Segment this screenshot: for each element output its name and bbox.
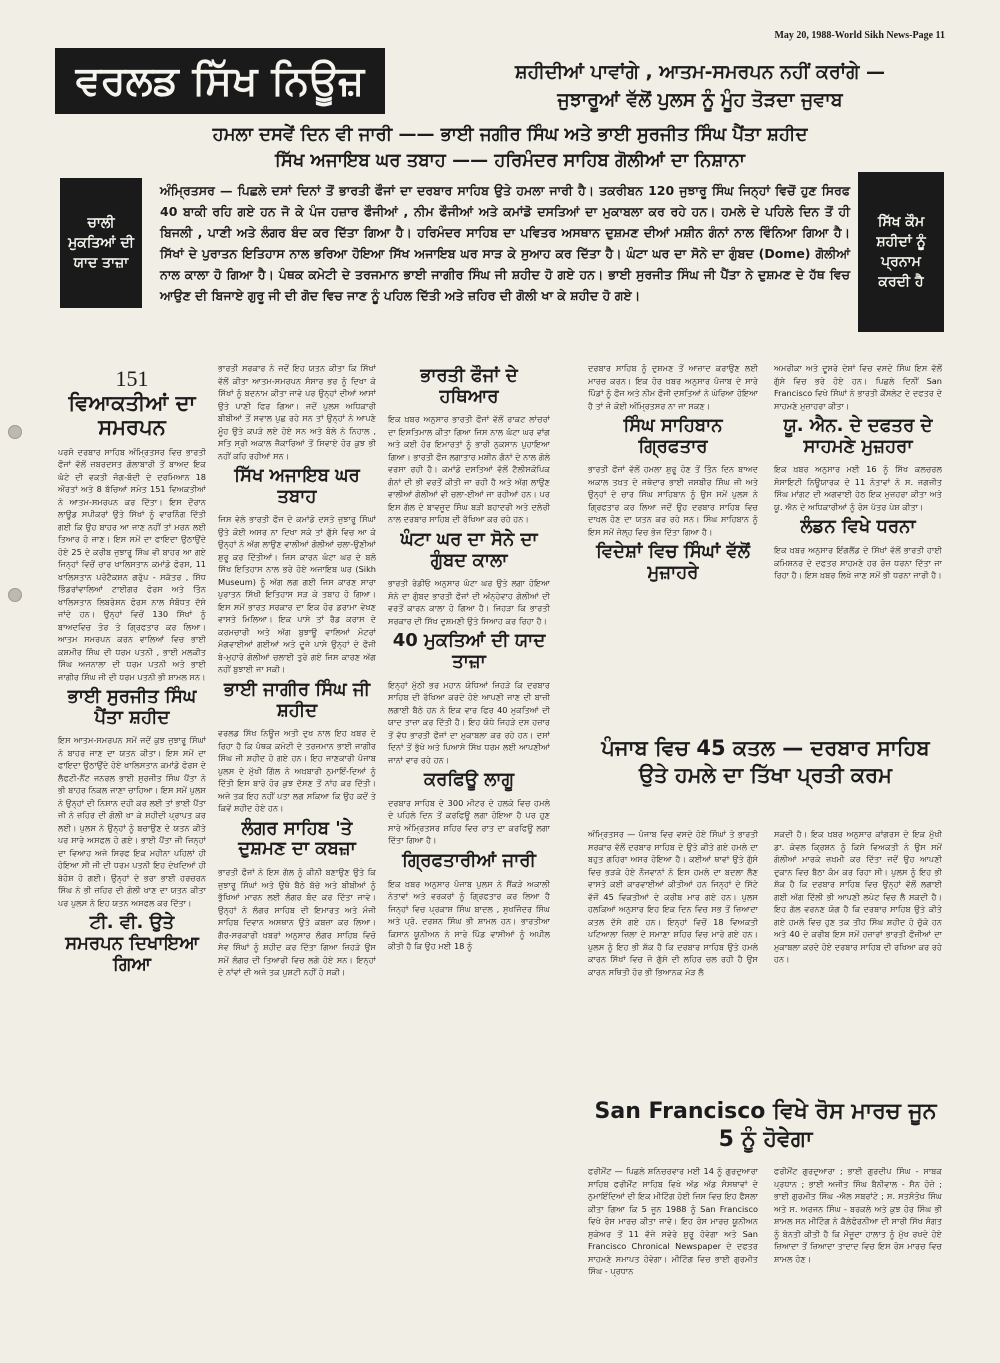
headline-line-1: ਹਮਲਾ ਦਸਵੇਂ ਦਿਨ ਵੀ ਜਾਰੀ —— ਭਾਈ ਜਗੀਰ ਸਿੰਘ ਅਤੇ ਭਾਈ ਸੁਰਜੀਤ ਸਿੰਘ ਪੈਂਤਾ ਸ਼ਹੀਦ [212,124,808,145]
col4-body-1: ਦਰਬਾਰ ਸਾਹਿਬ ਨੂੰ ਦੁਸ਼ਮਣ ਤੋਂ ਆਜ਼ਾਦ ਕਰਾਉਣ ਲਈ ਮਾਰਚ ਕਰਨ। ਇਕ ਹੋਰ ਖ਼ਬਰ ਅਨੁਸਾਰ ਪੰਜਾਬ ਦੇ ਸਾਰੇ ਪਿੰਡਾਂ ਨੂੰ ਫੌਜ ਅਤੇ ਨੀਮ ਫੌਜੀ ਦਸਤਿਆਂ ਨੇ ਘੇਰਿਆ ਹੋਇਆ ਹੈ ਤਾਂ ਜੋ ਕੋਈ ਅੰਮ੍ਰਿਤਸਰ ਨਾ ਜਾ ਸਕਣ। [588,363,758,411]
column-2 [218,362,376,982]
column-1 [58,362,206,982]
col5-body-1: ਅਮਰੀਕਾ ਅਤੇ ਦੂਸਰੇ ਦੇਸ਼ਾਂ ਵਿਚ ਵਸਦੇ ਸਿੰਘ ਇਸ ਵੱਲੋਂ ਗੁੱਸੇ ਵਿਚ ਭਰੇ ਹੋਏ ਹਨ। ਪਿਛਲੇ ਦਿਨੀਂ San Francisco ਵਿਖੇ ਸਿੰਘਾਂ ਨੇ ਭਾਰਤੀ ਕੌਂਸਲੇਟ ਦੇ ਦਫਤਰ ਦੇ ਸਾਹਮਣੇ ਮੁਜ਼ਾਹਰਾ ਕੀਤਾ। [774,363,942,411]
col5-heading-2: ਲੰਡਨ ਵਿਖੇ ਧਰਨਾ [800,516,916,538]
punjab-body-1-col [588,828,758,981]
sf-body-2: ਫਰੀਮੌਂਟ ਗੁਰਦੁਆਰਾ ; ਭਾਈ ਗੁਰਦੀਪ ਸਿੰਘ - ਸਾਬਕ ਪ੍ਰਧਾਨ ; ਭਾਈ ਅਜੀਤ ਸਿੰਘ ਬੈਨੀਵਾਲ - ਸੈਨ ਹੋਜ਼ੇ ; ਭਾਈ ਗੁਰਮੀਤ ਸਿੰਘ -ਐਲ ਸਬਰਾਂਟੇ ; ਸ. ਸਤਸੰਤੋਖ ਸਿੰਘ ਅਤੇ ਸ. ਅਰਜਨ ਸਿੰਘ - ਬਰਕਲੇ ਅਤੇ ਕੁਝ ਹੋਰ ਸਿੰਘ ਭੀ ਸ਼ਾਮਲ ਸਨ ਮੀਟਿੰਗ ਨੇ ਕੈਲੇਫੋਰਨੀਆ ਦੀ ਸਾਰੀ ਸਿੱਖ ਸੰਗਤ ਨੂੰ ਬੇਨਤੀ ਕੀਤੀ ਹੈ ਕਿ ਮੌਜੂਦਾ ਹਾਲਾਤ ਨੂੰ ਮੁੱਖ ਰਖਦੇ ਹੋਏ ਜ਼ਿਆਦਾ ਤੋਂ ਜ਼ਿਆਦਾ ਤਾਦਾਦ ਵਿਚ ਇਸ ਰੋਸ ਮਾਰਚ ਵਿਚ ਸ਼ਾਮਲ ਹੋਣ। [774,1166,942,1264]
col3-body-1: ਇਕ ਖ਼ਬਰ ਅਨੁਸਾਰ ਭਾਰਤੀ ਫੌਜਾਂ ਵੱਲੋਂ ਰਾਕਟ ਲਾਂਚਰਾਂ ਦਾ ਇਸਤਿਮਾਲ ਕੀਤਾ ਗਿਆ ਜਿਸ ਨਾਲ ਘੰਟਾ ਘਰ ਵਾਂਗ ਅਤੇ ਕਈ ਹੋਰ ਇਮਾਰਤਾਂ ਨੂੰ ਭਾਰੀ ਨੁਕਸਾਨ ਪੁਹਾਇਆ ਗਿਆ। ਭਾਰਤੀ ਫੌਜ ਲਗਾਤਾਰ ਮਸ਼ੀਨ ਗੰਨਾਂ ਦੇ ਨਾਲ ਗੋਲੇ ਵਰਸਾ ਰਹੀ ਹੈ। ਕਮਾਂਡੋ ਦਸਤਿਆਂ ਵੱਲੋਂ ਟੈਲੀਸਕੋਪਿਕ ਗੰਨਾਂ ਦੀ ਭੀ ਵਰਤੋਂ ਕੀਤੀ ਜਾ ਰਹੀ ਹੈ ਅਤੇ ਅੱਗ ਲਾਉਣ ਵਾਲੀਆਂ ਗੋਲੀਆਂ ਵੀ ਚਲਾ-ਈਆਂ ਜਾ ਰਹੀਆਂ ਹਨ। ਪਰ ਇਸ ਗੱਲ ਦੇ ਬਾਵਜੂਦ ਸਿੰਘ ਬੜੀ ਬਹਾਦਰੀ ਅਤੇ ਦਲੇਰੀ ਨਾਲ ਦਰਬਾਰ ਸਾਹਿਬ ਦੀ ਰੱਖਿਆ ਕਰ ਰਹੇ ਹਨ। [388,414,550,525]
col5-heading-1: ਯੂ. ਐਨ. ਦੇ ਦਫਤਰ ਦੇ ਸਾਹਮਣੇ ਮੁਜ਼ਹਰਾ [783,415,933,457]
punch-hole [8,588,22,602]
col3-body-5: ਇਕ ਖ਼ਬਰ ਅਨੁਸਾਰ ਪੰਜਾਬ ਪੁਲਸ ਨੇ ਸੈਂਕੜੇ ਅਕਾਲੀ ਨੇਤਾਵਾਂ ਅਤੇ ਵਰਕਰਾਂ ਨੂੰ ਗ੍ਰਿਫਤਾਰ ਕਰ ਲਿਆ ਹੈ ਜਿਨ੍ਹਾਂ ਵਿਚ ਪ੍ਰਕਾਸ਼ ਸਿੰਘ ਬਾਦਲ , ਸੁਖਜਿੰਦਰ ਸਿੰਘ ਅਤੇ ਪ੍ਰੋ. ਦਰਸ਼ਨ ਸਿੰਘ ਭੀ ਸ਼ਾਮਲ ਹਨ। ਭਾਰਤੀਆ ਕਿਸਾਨ ਯੂਨੀਅਨ ਨੇ ਸਾਰੇ ਪਿੰਡ ਵਾਸੀਆਂ ਨੂੰ ਅਪੀਲ ਕੀਤੀ ਹੈ ਕਿ ਉਹ ਮਈ 18 ਨੂੰ [388,878,550,951]
col5-body-2: ਇਕ ਖ਼ਬਰ ਅਨੁਸਾਰ ਮਈ 16 ਨੂੰ ਸਿੱਖ ਕਲਚਰਲ ਸੋਸਾਇਟੀ ਨਿਊਯਾਰਕ ਦੇ 11 ਨੇਤਾਵਾਂ ਨੇ ਸ. ਜਗਜੀਤ ਸਿੰਘ ਮਾਂਗਟ ਦੀ ਅਗਵਾਈ ਹੇਠ ਇਕ ਮੁਜ਼ਹਰਾ ਕੀਤਾ ਅਤੇ ਯੂ. ਐਨ ਦੇ ਅਧਿਕਾਰੀਆਂ ਨੂੰ ਰੋਸ ਪੱਤਰ ਪੇਸ਼ ਕੀਤਾ। [774,464,942,512]
column-4 [588,362,758,590]
col4-heading-2: ਵਿਦੇਸ਼ਾਂ ਵਿਚ ਸਿੰਘਾਂ ਵੱਲੋਂ ਮੁਜ਼ਾਹਰੇ [596,541,750,584]
deck-line-2: ਜੁਝਾਰੂਆਂ ਵੱਲੋਂ ਪੁਲਸ ਨੂੰ ਮੂੰਹ ਤੋੜਦਾ ਜੁਵਾਬ [557,89,843,111]
col1-heading-3: ਟੀ. ਵੀ. ਉਤੇ ਸਮਰਪਨ ਦਿਖਾਇਆ ਗਿਆ [65,912,199,975]
top-deck [430,58,970,114]
column-5 [774,362,942,585]
col3-heading-4: ਕਰਫਿਊ ਲਾਗੂ [423,769,515,791]
right-box: ਸਿੱਖ ਕੌਮ ਸ਼ਹੀਦਾਂ ਨੂੰ ਪ੍ਰਨਾਮ ਕਰਦੀ ਹੈ [858,172,944,332]
main-headline [80,122,940,174]
col5-body-3: ਇਕ ਖ਼ਬਰ ਅਨੁਸਾਰ ਇੰਗਲੈਂਡ ਦੇ ਸਿੱਖਾਂ ਵੱਲੋਂ ਭਾਰਤੀ ਹਾਈ ਕਮਿਸ਼ਨਰ ਦੇ ਦਫਤਰ ਸਾਹਮਣੇ ਹਰ ਰੋਜ਼ ਧਰਨਾ ਦਿੱਤਾ ਜਾ ਰਿਹਾ ਹੈ। ਇਸ ਖ਼ਬਰ ਲਿਖੇ ਜਾਣ ਸਮੇਂ ਭੀ ਧਰਨਾ ਜਾਰੀ ਹੈ। [774,545,942,581]
deck-line-1: ਸ਼ਹੀਦੀਆਂ ਪਾਵਾਂਗੇ , ਆਤਮ-ਸਮਰਪਨ ਨਹੀਂ ਕਰਾਂਗੇ — [514,61,886,83]
punch-hole [8,425,22,439]
col3-heading-3: 40 ਮੁਕਤਿਆਂ ਦੀ ਯਾਦ ਤਾਜ਼ਾ [392,630,546,672]
col1-body-1: ਪਰਸੋ ਦਰਬਾਰ ਸਾਹਿਬ ਅੰਮ੍ਰਿਤਸਰ ਵਿਚ ਭਾਰਤੀ ਫੌਜਾਂ ਵੱਲੋਂ ਜ਼ਬਰਦਸਤ ਗੋਲਾਬਾਰੀ ਤੋਂ ਬਾਅਦ ਇਕ ਘੰਟੇ ਦੀ ਵਕਤੀ ਜੰਗ-ਬੰਦੀ ਦੇ ਦਰਮਿਆਨ 18 ਔਰਤਾਂ ਅਤੇ 8 ਬੱਚਿਆਂ ਸਮੇਤ 151 ਵਿਅਕਤੀਆਂ ਨੇ ਆਤਮ-ਸਮਰਪਨ ਕਰ ਦਿੱਤਾ। ਇਸ ਦੌਰਾਨ ਲਾਊਡ ਸਪੀਕਰਾਂ ਉਤੇ ਸਿੱਖਾਂ ਨੂੰ ਵਾਰਨਿੰਗ ਦਿੱਤੀ ਗਈ ਕਿ ਉਹ ਬਾਹਰ ਆ ਜਾਣ ਨਹੀਂ ਤਾਂ ਮਰਨ ਲਈ ਤਿਆਰ ਹੋ ਜਾਣ। ਇਸ ਸਮੇਂ ਦਾ ਫਾਇਦਾ ਉਠਾਉਂਦੇ ਹੋਏ 25 ਦੇ ਕਰੀਬ ਜੁਝਾਰੂ ਸਿੰਘ ਵੀ ਬਾਹਰ ਆ ਗਏ ਜਿਨ੍ਹਾਂ ਵਿਚੋਂ ਚਾਰ ਖਾਲਿਸਤਾਨ ਕਮਾਂਡੋ ਫੋਰਸ, 11 ਖਾਲਿਸਤਾਨ ਪਰੋਟੈਕਸ਼ਨ ਗਰੁੱਪ - ਸਕੱਤਰ , ਸਿੱਧ ਭਿੰਡਰਾਂਵਾਲਿਆਂ ਟਾਈਗਰ ਫੋਰਸ ਅਤੇ ਤਿੰਨ ਖਾਲਿਸਤਾਨ ਲਿਬਰੇਸ਼ਨ ਫੋਰਸ ਨਾਲ ਸੰਬੰਧਤ ਦੱਸੇ ਜਾਂਦੇ ਹਨ। ਉਨ੍ਹਾਂ ਵਿਚੋਂ 130 ਸਿੱਖਾਂ ਨੂੰ ਬਾਅਦਵਿਚ ਤੋਰ ਤੇ ਗ੍ਰਿਫਤਾਰ ਕਰ ਲਿਆ। ਆਤਮ ਸਮਰਪਨ ਕਰਨ ਵਾਲਿਆਂ ਵਿਚ ਭਾਈ ਕਸ਼ਮੀਰ ਸਿੰਘ ਦੀ ਧਰਮ ਪਤਨੀ , ਭਾਈ ਮਲਕੀਤ ਸਿੰਘ ਅਜਨਾਲਾ ਦੀ ਧਰਮ ਪਤਨੀ ਅਤੇ ਭਾਈ ਜਾਗੀਰ ਸਿੰਘ ਜੀ ਦੀ ਧਰਮ ਪਤਨੀ ਭੀ ਸ਼ਾਮਲ ਸਨ। [58,446,206,682]
col1-body-2: ਇਸ ਆਤਮ-ਸਮਰਪਨ ਸਮੇਂ ਜਦੋਂ ਕੁਝ ਜੁਝਾਰੂ ਸਿੰਘਾਂ ਨੇ ਬਾਹਰ ਜਾਣ ਦਾ ਯਤਨ ਕੀਤਾ। ਇਸ ਸਮੇਂ ਦਾ ਫਾਇਦਾ ਉਠਾਉਂਦੇ ਹੋਏ ਖਾਲਿਸਤਾਨ ਕਮਾਂਡੋ ਫੋਰਸ ਦੇ ਲੈਫਟੀ-ਨੈਂਟ ਜਨਰਲ ਭਾਈ ਸੁਰਜੀਤ ਸਿੰਘ ਪੈਂਤਾ ਨੇ ਭੀ ਬਾਹਰ ਨਿਕਲ ਜਾਣਾ ਚਾਹਿਆ। ਇਸ ਸਮੇਂ ਪੁਲਸ ਨੇ ਉਨ੍ਹਾਂ ਦੀ ਨਿਸ਼ਾਨ ਦਹੀ ਕਰ ਲਈ ਤਾਂ ਭਾਈ ਪੈਂਤਾ ਜੀ ਨੇ ਜ਼ਹਿਰ ਦੀ ਗੋਲੀ ਖਾ ਕੇ ਸ਼ਹੀਦੀ ਪ੍ਰਾਪਤ ਕਰ ਲਈ। ਪੁਲਸ ਨੇ ਉਨ੍ਹਾਂ ਨੂੰ ਬਚਾਉਣ ਦੇ ਯਤਨ ਕੀਤੇ ਪਰ ਸਾਰੇ ਅਸਫਲ ਹੋ ਗਏ। ਭਾਈ ਪੈਂਤਾ ਜੀ ਜਿਨ੍ਹਾਂ ਦਾ ਵਿਆਹ ਅਜੇ ਸਿਰਫ ਇਕ ਮਹੀਨਾ ਪਹਿਲਾਂ ਹੀ ਹੋਇਆ ਸੀ ਜੀ ਦੀ ਧਰਮ ਪਤਨੀ ਇਹ ਦੇਖਦਿਆਂ ਹੀ ਬੇਹੋਸ਼ ਹੋ ਗਈ। ਉਨ੍ਹਾਂ ਦੇ ਭਰਾ ਭਾਈ ਹਰਚਰਨ ਸਿੰਘ ਨੇ ਭੀ ਜ਼ਹਿਰ ਦੀ ਗੋਲੀ ਖਾਣ ਦਾ ਯਤਨ ਕੀਤਾ ਪਰ ਪੁਲਸ ਨੇ ਇਹ ਯਤਨ ਅਸਫਲ ਕਰ ਦਿੱਤਾ। [58,735,206,908]
page-info: May 20, 1988-World Sikh News-Page 11 [774,30,945,41]
col2-body-2: ਜਿਸ ਵੇਲੇ ਭਾਰਤੀ ਫੌਜ ਦੇ ਕਮਾਂਡੋ ਦਸਤੇ ਜੁਝਾਰੂ ਸਿੰਘਾਂ ਉਤੇ ਕੋਈ ਅਸਰ ਨਾ ਦਿਖਾ ਸਕੇ ਤਾਂ ਗੁੱਸੇ ਵਿਚ ਆ ਕੇ ਉਨ੍ਹਾਂ ਨੇ ਅੱਗ ਲਾਉਣ ਵਾਲੀਆਂ ਗੋਲੀਆਂ ਚਲਾ-ਉਣੀਆਂ ਸ਼ੁਰੂ ਕਰ ਦਿੱਤੀਆਂ। ਜਿਸ ਕਾਰਨ ਘੰਟਾ ਘਰ ਦੇ ਬਲੋ ਸਿੱਖ ਇਤਿਹਾਸ ਨਾਲ ਭਰੇ ਹੋਏ ਅਜਾਇਬ ਘਰ (Sikh Museum) ਨੂੰ ਅੱਗ ਲਗ ਗਈ ਜਿਸ ਕਾਰਣ ਸਾਰਾ ਪੁਰਾਤਨ ਸਿੱਖੀ ਇਤਿਹਾਸ ਸੜ ਕੇ ਤਬਾਹ ਹੋ ਗਿਆ। ਇਸ ਸਮੇਂ ਭਾਰਤ ਸਰਕਾਰ ਦਾ ਇਕ ਹੋਰ ਡਰਾਮਾ ਵੇਖਣ ਵਾਸਤੇ ਮਿਲਿਆ। ਇਕ ਪਾਸੇ ਤਾਂ ਰੈਡ ਕਰਾਸ ਦੇ ਕਰਮਚਾਰੀ ਅਤੇ ਅੱਗ ਬੁਝਾਊ ਵਾਲਿਆਂ ਮੋਟਰਾਂ ਮੰਗਵਾਈਆਂ ਗਈਆਂ ਅਤੇ ਦੂਜੇ ਪਾਸੇ ਉਨ੍ਹਾਂ ਦੇ ਫੌਜੀ ਬੇ-ਮੁਹਾਰੇ ਗੋਲੀਆਂ ਚਲਾਈ ਤੁਰੇ ਗਏ ਜਿਸ ਕਾਰਣ ਅੱਗ ਨਹੀਂ ਬੁਝਾਈ ਜਾ ਸਕੀ। [218,514,376,675]
col2-body-1: ਭਾਰਤੀ ਸਰਕਾਰ ਨੇ ਜਦੋਂ ਇਹ ਯਤਨ ਕੀਤਾ ਕਿ ਸਿੱਖਾਂ ਵੱਲੋਂ ਕੀਤਾ ਆਤਮ-ਸਮਰਪਨ ਸੰਸਾਰ ਭਰ ਨੂੰ ਦਿਖਾ ਕੇ ਸਿੱਖਾਂ ਨੂੰ ਬਦਨਾਮ ਕੀਤਾ ਜਾਵੇ ਪਰ ਉਨ੍ਹਾਂ ਦੀਆਂ ਆਸਾਂ ਉਤੇ ਪਾਣੀ ਫਿਰ ਗਿਆ। ਜਦੋਂ ਪੁਲਸ ਅਧਿਕਾਰੀ ਬੀਬੀਆਂ ਤੋਂ ਸਵਾਲ ਪੁਛ ਰਹੇ ਸਨ ਤਾਂ ਉਨ੍ਹਾਂ ਨੇ ਆਪਣੇ ਮੂੰਹ ਉਤੇ ਕਪੜੇ ਲਏ ਹੋਏ ਸਨ ਅਤੇ ਬੋਲੇ ਨੇ ਨਿਹਾਲ , ਸਤਿ ਸ੍ਰੀ ਅਕਾਲ ਜੈਕਾਰਿਆਂ ਤੋਂ ਸਿਵਾਏ ਹੋਰ ਕੁਝ ਭੀ ਨਹੀਂ ਕਹਿ ਰਹੀਆਂ ਸਨ। [218,363,376,461]
col3-body-2: ਭਾਰਤੀ ਰੇਡੀਓ ਅਨੁਸਾਰ ਘੰਟਾ ਘਰ ਉਤੇ ਲਗਾ ਹੋਇਆ ਸੋਨੇ ਦਾ ਗੁੰਬਦ ਭਾਰਤੀ ਫੌਜਾਂ ਦੀ ਅੰਨ੍ਹੇਵਾਹ ਗੋਲੀਆਂ ਦੀ ਵਰਤੋਂ ਕਾਰਨ ਕਾਲਾ ਹੋ ਗਿਆ ਹੈ। ਜਿਹੜਾ ਕਿ ਭਾਰਤੀ ਸਰਕਾਰ ਦੀ ਸਿੱਖ ਦੁਸ਼ਮਣੀ ਉਤੇ ਸਿਆਹ ਕਰ ਰਿਹਾ ਹੈ। [388,578,550,626]
col3-body-3: ਇਨ੍ਹਾਂ ਮੁੱਠੀ ਭਰ ਮਹਾਨ ਯੋਧਿਆਂ ਜਿਹੜੇ ਕਿ ਦਰਬਾਰ ਸਾਹਿਬ ਦੀ ਰੱਖਿਆ ਕਰਦੇ ਹੋਏ ਆਪਣੀ ਜਾਣ ਦੀ ਬਾਜ਼ੀ ਲਗਾਈ ਬੈਠੇ ਹਨ ਨੇ ਇਕ ਵਾਰ ਫਿਰ 40 ਮੁਕਤਿਆਂ ਦੀ ਯਾਦ ਤਾਜ਼ਾ ਕਰ ਦਿੱਤੀ ਹੈ। ਇਹ ਯੋਧੇ ਜਿਹੜੇ ਦਸ ਹਜ਼ਾਰ ਤੋਂ ਵੱਧ ਭਾਰਤੀ ਫੌਜਾਂ ਦਾ ਮੁਕਾਬਲਾ ਕਰ ਰਹੇ ਹਨ। ਦਸਾਂ ਦਿਨਾਂ ਤੋਂ ਭੁੱਖੇ ਅਤੇ ਪਿਆਸੇ ਸਿੱਖ ਧਰਮ ਲਈ ਆਪਣੀਆਂ ਜਾਨਾਂ ਵਾਰ ਰਹੇ ਹਨ। [388,679,550,765]
col2-heading-3: ਲੰਗਰ ਸਾਹਿਬ 'ਤੇ ਦੁਸ਼ਮਣ ਦਾ ਕਬਜ਼ਾ [238,817,356,860]
col2-body-3: ਵਰਲਡ ਸਿੱਖ ਨਿਊਜ਼ ਅਤੀ ਦੁਖ ਨਾਲ ਇਹ ਖ਼ਬਰ ਦੇ ਰਿਹਾ ਹੈ ਕਿ ਪੰਥਕ ਕਮੇਟੀ ਦੇ ਤਰਜਮਾਨ ਭਾਈ ਜਾਗੀਰ ਸਿੰਘ ਜੀ ਸ਼ਹੀਦ ਹੋ ਗਏ ਹਨ। ਇਹ ਜਾਣਕਾਰੀ ਪੰਜਾਬ ਪੁਲਸ ਦੇ ਮੁੱਖੀ ਗਿੱਲ ਨੇ ਅਖ਼ਬਾਰੀ ਨੁਮਾਇੰ-ਦਿਆਂ ਨੂੰ ਦਿੱਤੀ ਇਸ ਬਾਰੇ ਹੋਰ ਕੁਝ ਦੱਸਣ ਤੋਂ ਨਾਂਹ ਕਰ ਦਿੱਤੀ। ਅਜੇ ਤਕ ਇਹ ਨਹੀਂ ਪਤਾ ਲਗ ਸਕਿਆ ਕਿ ਉਹ ਕਦੋਂ ਤੇ ਕਿਵੇਂ ਸ਼ਹੀਦ ਹੋਏ ਹਨ। [218,728,376,814]
left-box: ਚਾਲੀ ਮੁਕਤਿਆਂ ਦੀ ਯਾਦ ਤਾਜ਼ਾ [60,178,142,308]
punjab-body-1: ਅੰਮ੍ਰਿਤਸਰ — ਪੰਜਾਬ ਵਿਚ ਵਸਦੇ ਹੋਏ ਸਿੰਘਾਂ ਤੇ ਭਾਰਤੀ ਸਰਕਾਰ ਵੱਲੋਂ ਦਰਬਾਰ ਸਾਹਿਬ ਦੇ ਉਤੇ ਕੀਤੇ ਗਏ ਹਮਲੇ ਦਾ ਬਹੁਤ ਗਹਿਰਾ ਅਸਰ ਹੋਇਆ ਹੈ। ਕਈਆਂ ਥਾਵਾਂ ਉਤੇ ਗੁੱਸੇ ਵਿਚ ਭੜਕੇ ਹੋਏ ਨੌਜਵਾਨਾਂ ਨੇ ਇਸ ਹਮਲੇ ਦਾ ਬਦਲਾ ਲੈਣ ਵਾਸਤੇ ਕਈ ਕਾਰਵਾਈਆਂ ਕੀਤੀਆਂ ਹਨ ਜਿਨ੍ਹਾਂ ਦੇ ਸਿੱਟੇ ਵੱਜੋਂ 45 ਵਿਕਤੀਆਂ ਦੇ ਕਰੀਬ ਮਾਰ ਗਏ ਹਨ। ਪੁਲਸ ਹਲਕਿਆਂ ਅਨੁਸਾਰ ਇਹ ਇਕ ਦਿਨ ਵਿਚ ਸਭ ਤੋਂ ਜ਼ਿਆਦਾ ਕਤਲ ਦੱਸੇ ਗਏ ਹਨ। ਇਨ੍ਹਾਂ ਵਿਚੋਂ 18 ਵਿਅਕਤੀ ਪਟਿਆਲਾ ਜ਼ਿਲਾ ਦੇ ਸਮਾਣਾ ਸ਼ਹਿਰ ਵਿਚ ਮਾਰੇ ਗਏ ਹਨ। ਪੁਲਸ ਨੂੰ ਇਹ ਭੀ ਸ਼ੱਕ ਹੈ ਕਿ ਦਰਬਾਰ ਸਾਹਿਬ ਉਤੇ ਹਮਲੇ ਕਾਰਨ ਸਿੱਖਾਂ ਵਿਚ ਜੋ ਗੁੱਸੇ ਦੀ ਲਹਿਰ ਚਲ ਰਹੀ ਹੈ ਉਸ ਕਾਰਨ ਸਥਿਤੀ ਹੋਰ ਭੀ ਭਿਆਨਕ ਮੋੜ ਲੈ [588,829,758,977]
column-3 [388,362,550,956]
sf-body-1: ਫਰੀਮੌਂਟ — ਪਿਛਲੇ ਸ਼ਨਿਚਰਵਾਰ ਮਈ 14 ਨੂੰ ਗੁਰਦੁਆਰਾ ਸਾਹਿਬ ਫਰੀਮੌਂਟ ਸਾਹਿਬ ਵਿਖੇ ਅੱਡ ਅੱਡ ਸੰਸਥਾਵਾਂ ਦੇ ਨੁਮਾਇੰਦਿਆਂ ਦੀ ਇਕ ਮੀਟਿੰਗ ਹੋਈ ਜਿਸ ਵਿਚ ਇਹ ਫੈਸਲਾ ਕੀਤਾ ਗਿਆ ਕਿ 5 ਜੂਨ 1988 ਨੂੰ San Francisco ਵਿਖੇ ਰੋਸ ਮਾਰਚ ਕੀਤਾ ਜਾਵੇ। ਇਹ ਰੋਸ ਮਾਰਚ ਯੂਨੀਅਨ ਸੁਕੇਅਰ ਤੋਂ 11 ਵੱਜੇ ਸਵੇਰੇ ਸ਼ੁਰੂ ਹੋਵੇਗਾ ਅਤੇ San Francisco Chronical Newspaper ਦੇ ਦਫਤਰ ਸਾਹਮਣੇ ਸਮਾਪਤ ਹੋਵੇਗਾ। ਮੀਟਿੰਗ ਵਿਚ ਭਾਈ ਗੁਰਮੀਤ ਸਿੰਘ - ਪ੍ਰਧਾਨ [588,1166,758,1276]
punjab-headline: ਪੰਜਾਬ ਵਿਚ 45 ਕਤਲ — ਦਰਬਾਰ ਸਾਹਿਬ ਉਤੇ ਹਮਲੇ ਦਾ ਤਿੱਖਾ ਪ੍ਰਤੀ ਕਰਮ [601,736,930,787]
col3-heading-5: ਗ੍ਰਿਫਤਾਰੀਆਂ ਜਾਰੀ [402,849,536,871]
col2-body-4: ਭਾਰਤੀ ਫੌਜਾਂ ਨੇ ਇਸ ਗੱਲ ਨੂੰ ਕੀਨੀ ਬਣਾਉਣ ਉਤੇ ਕਿ ਜੁਝਾਰੂ ਸਿੰਘਾਂ ਅਤੇ ਉਥੇ ਬੈਠੇ ਬੱਚੇ ਅਤੇ ਬੀਬੀਆਂ ਨੂੰ ਭੁੱਖਿਆਂ ਮਾਰਨ ਲਈ ਲੰਗਰ ਬੰਦ ਕਰ ਦਿੱਤਾ ਜਾਵੇ। ਉਨ੍ਹਾਂ ਨੇ ਲੰਗਰ ਸਾਹਿਬ ਦੀ ਇਮਾਰਤ ਅਤੇ ਮੰਜੀ ਸਾਹਿਬ ਦਿਵਾਨ ਅਸਥਾਨ ਉਤੇ ਕਬਜ਼ਾ ਕਰ ਲਿਆ। ਗੈਰ-ਸਰਕਾਰੀ ਖ਼ਬਰਾਂ ਅਨੁਸਾਰ ਲੰਗਰ ਸਾਹਿਬ ਵਿਚੋ ਸੇਵ ਸਿੰਘਾਂ ਨੂੰ ਸ਼ਹੀਦ ਕਰ ਦਿੱਤਾ ਗਿਆ ਜਿਹੜੇ ਉਸ ਸਮੇਂ ਲੰਗਰ ਦੀ ਤਿਆਰੀ ਵਿਚ ਲਗੇ ਹੋਏ ਸਨ। ਇਨ੍ਹਾਂ ਦੇ ਨਾਂਵਾਂ ਦੀ ਅਜੇ ਤਕ ਪੁਸ਼ਟੀ ਨਹੀਂ ਹੋ ਸਕੀ। [218,867,376,978]
col2-heading-1: ਸਿੱਖ ਅਜਾਇਬ ਘਰ ਤਬਾਹ [234,465,360,507]
punjab-body-2-col [774,828,942,969]
punjab-body-2: ਸਕਦੀ ਹੈ। ਇਕ ਖ਼ਬਰ ਅਨੁਸਾਰ ਕਾਂਗਰਸ ਦੇ ਇਕ ਮੁੱਖੀ ਡਾ. ਕੇਵਲ ਕ੍ਰਿਸ਼ਨ ਨੂੰ ਕਿਸੇ ਵਿਅਕਤੀ ਨੇ ਉਸ ਸਮੇਂ ਗੋਲੀਆਂ ਮਾਰਕੇ ਜ਼ਖ਼ਮੀ ਕਰ ਦਿੱਤਾ ਜਦੋਂ ਉਹ ਆਪਣੀ ਦੁਕਾਨ ਵਿਚ ਬੈਠਾ ਕੰਮ ਕਰ ਰਿਹਾ ਸੀ। ਪੁਲਸ ਨੂੰ ਇਹ ਭੀ ਸ਼ੱਕ ਹੈ ਕਿ ਦਰਬਾਰ ਸਾਹਿਬ ਵਿਚ ਉਨ੍ਹਾਂ ਵੱਲੋਂ ਲਗਾਈ ਗਈ ਅੱਗ ਦਿੱਲੀ ਭੀ ਆਪਣੀ ਲਪੇਟ ਵਿਚ ਲੈ ਸਕਦੀ ਹੈ। ਇਹ ਗੱਲ ਵਰਨਣ ਯੋਗ ਹੈ ਕਿ ਦਰਬਾਰ ਸਾਹਿਬ ਉਤੇ ਕੀਤੇ ਗਏ ਹਮਲੇ ਵਿਚ ਹੁਣ ਤਕ ਤੀਹ ਸਿੰਘ ਸ਼ਹੀਦ ਹੋ ਚੁੱਕੇ ਹਨ ਅਤੇ 40 ਦੇ ਕਰੀਬ ਇਸ ਸਮੇਂ ਹਜ਼ਾਰਾਂ ਭਾਰਤੀ ਫੌਜੀਆਂ ਦਾ ਮੁਕਾਬਲਾ ਕਰਦੇ ਹੋਏ ਦਰਬਾਰ ਸਾਹਿਬ ਦੀ ਰਖਿਆ ਕਰ ਰਹੇ ਹਨ। [774,829,942,964]
col1-heading-2: ਭਾਈ ਸੁਰਜੀਤ ਸਿੰਘ ਪੈਂਤਾ ਸ਼ਹੀਦ [67,686,197,728]
col1-number: 151 [115,366,149,391]
col4-body-2: ਭਾਰਤੀ ਫੌਜਾਂ ਵੱਲੋਂ ਹਮਲਾ ਸ਼ੁਰੂ ਹੋਣ ਤੋਂ ਤਿੰਨ ਦਿਨ ਬਾਅਦ ਅਕਾਲ ਤਖ਼ਤ ਦੇ ਜਥੇਦਾਰ ਭਾਈ ਜਸਬੀਰ ਸਿੰਘ ਜੀ ਅਤੇ ਉਨ੍ਹਾਂ ਦੇ ਚਾਰ ਸਿੰਘ ਸਾਹਿਬਾਨ ਨੂੰ ਉਸ ਸਮੇਂ ਪੁਲਸ ਨੇ ਗ੍ਰਿਫਤਾਰ ਕਰ ਲਿਆ ਜਦੋਂ ਉਹ ਦਰਬਾਰ ਸਾਹਿਬ ਵਿਚ ਦਾਖ਼ਲ ਹੋਣ ਦਾ ਯਤਨ ਕਰ ਰਹੇ ਸਨ। ਸਿੰਘ ਸਾਹਿਬਾਨ ਨੂੰ ਇਸ ਸਮੇਂ ਜੇਲ੍ਹ ਵਿਚ ਭੇਜ ਦਿੱਤਾ ਗਿਆ ਹੈ। [588,464,758,537]
col3-heading-1: ਭਾਰਤੀ ਫੌਜਾਂ ਦੇ ਹਥਿਆਰ [420,365,518,407]
col1-heading-1 [58,366,206,440]
col4-heading-1: ਸਿੰਘ ਸਾਹਿਬਾਨ ਗ੍ਰਿਫਤਾਰ [623,415,723,457]
masthead: ਵਰਲਡ ਸਿੱਖ ਨਿਊਜ਼ [55,48,385,114]
sf-body-1-col [588,1165,758,1281]
sf-body-2-col [774,1165,942,1268]
col1-heading-1-text: ਵਿਆਕਤੀਆਂ ਦਾ ਸਮਰਪਨ [68,391,196,440]
col3-heading-2: ਘੰਟਾ ਘਰ ਦਾ ਸੋਨੇ ਦਾ ਗੁੰਬਦ ਕਾਲਾ [400,528,538,571]
lead-paragraph: ਅੰਮ੍ਰਿਤਸਰ — ਪਿਛਲੇ ਦਸਾਂ ਦਿਨਾਂ ਤੋਂ ਭਾਰਤੀ ਫੌਜਾਂ ਦਾ ਦਰਬਾਰ ਸਾਹਿਬ ਉਤੇ ਹਮਲਾ ਜਾਰੀ ਹੈ। ਤਕਰੀਬਨ 120 ਜੁਝਾਰੂ ਸਿੰਘ ਜਿਨ੍ਹਾਂ ਵਿਚੋਂ ਹੁਣ ਸਿਰਫ 40 ਬਾਕੀ ਰਹਿ ਗਏ ਹਨ ਜੋ ਕੇ ਪੰਜ ਹਜ਼ਾਰ ਫੌਜੀਆਂ , ਨੀਮ ਫੌਜੀਆਂ ਅਤੇ ਕਮਾਂਡੋ ਦਸਤਿਆਂ ਦਾ ਮੁਕਾਬਲਾ ਕਰ ਰਹੇ ਹਨ। ਹਮਲੇ ਦੇ ਪਹਿਲੇ ਦਿਨ ਤੋਂ ਹੀ ਬਿਜਲੀ , ਪਾਣੀ ਅਤੇ ਲੰਗਰ ਬੰਦ ਕਰ ਦਿੱਤਾ ਗਿਆ ਹੈ। ਹਰਿਮੰਦਰ ਸਾਹਿਬ ਦਾ ਪਵਿਤਰ ਅਸਥਾਨ ਦੁਸ਼ਮਣ ਦੀਆਂ ਮਸ਼ੀਨ ਗੰਨਾਂ ਨਾਲ ਵਿੰਨਿਆ ਗਿਆ ਹੈ। ਸਿੱਖਾਂ ਦੇ ਪੁਰਾਤਨ ਇਤਿਹਾਸ ਨਾਲ ਭਰਿਆ ਹੋਇਆ ਸਿੱਖ ਅਜਾਇਬ ਘਰ ਸਾੜ ਕੇ ਸੁਆਹ ਕਰ ਦਿੱਤਾ ਹੈ। ਘੰਟਾ ਘਰ ਦਾ ਸੋਨੇ ਦਾ ਗੁੰਬਦ (Dome) ਗੋਲੀਆਂ ਨਾਲ ਕਾਲਾ ਹੋ ਗਿਆ ਹੈ। ਪੰਥਕ ਕਮੇਟੀ ਦੇ ਤਰਜਮਾਨ ਭਾਈ ਜਾਗੀਰ ਸਿੰਘ ਜੀ ਸ਼ਹੀਦ ਹੋ ਗਏ ਹਨ। ਭਾਈ ਸੁਰਜੀਤ ਸਿੰਘ ਜੀ ਪੈਂਤਾ ਨੇ ਦੁਸ਼ਮਣ ਦੇ ਹੱਥ ਵਿਚ ਆਉਣ ਦੀ ਬਿਜਾਏ ਗੁਰੂ ਜੀ ਦੀ ਗੋਦ ਵਿਚ ਜਾਣ ਨੂੰ ਪਹਿਲ ਦਿੱਤੀ ਅਤੇ ਜ਼ਹਿਰ ਦੀ ਗੋਲੀ ਖਾ ਕੇ ਸ਼ਹੀਦ ਹੋ ਗਏ। [160,183,850,303]
col3-body-4: ਦਰਬਾਰ ਸਾਹਿਬ ਦੇ 300 ਮੀਟਰ ਦੇ ਹਲਕੇ ਵਿਚ ਹਮਲੇ ਦੇ ਪਹਿਲੇ ਦਿਨ ਤੋਂ ਕਰਫਿਊ ਲਗਾ ਹੋਇਆ ਹੈ ਪਰ ਹੁਣ ਸਾਰੇ ਅੰਮ੍ਰਿਤਸਰ ਸ਼ਹਿਰ ਵਿਚ ਰਾਤ ਦਾ ਕਰਫਿਊ ਲਗਾ ਦਿੱਤਾ ਗਿਆ ਹੈ। [388,797,550,846]
col2-heading-2: ਭਾਈ ਜਾਗੀਰ ਸਿੰਘ ਜੀ ਸ਼ਹੀਦ [223,678,371,721]
sf-headline: San Francisco ਵਿਖੇ ਰੋਸ ਮਾਰਚ ਜੂਨ 5 ਨੂੰ ਹੋਵੇਗਾ [594,1099,937,1152]
headline-line-2: ਸਿੱਖ ਅਜਾਇਬ ਘਰ ਤਬਾਹ —— ਹਰਿਮੰਦਰ ਸਾਹਿਬ ਗੋਲੀਆਂ ਦਾ ਨਿਸ਼ਾਨਾ [275,150,745,171]
